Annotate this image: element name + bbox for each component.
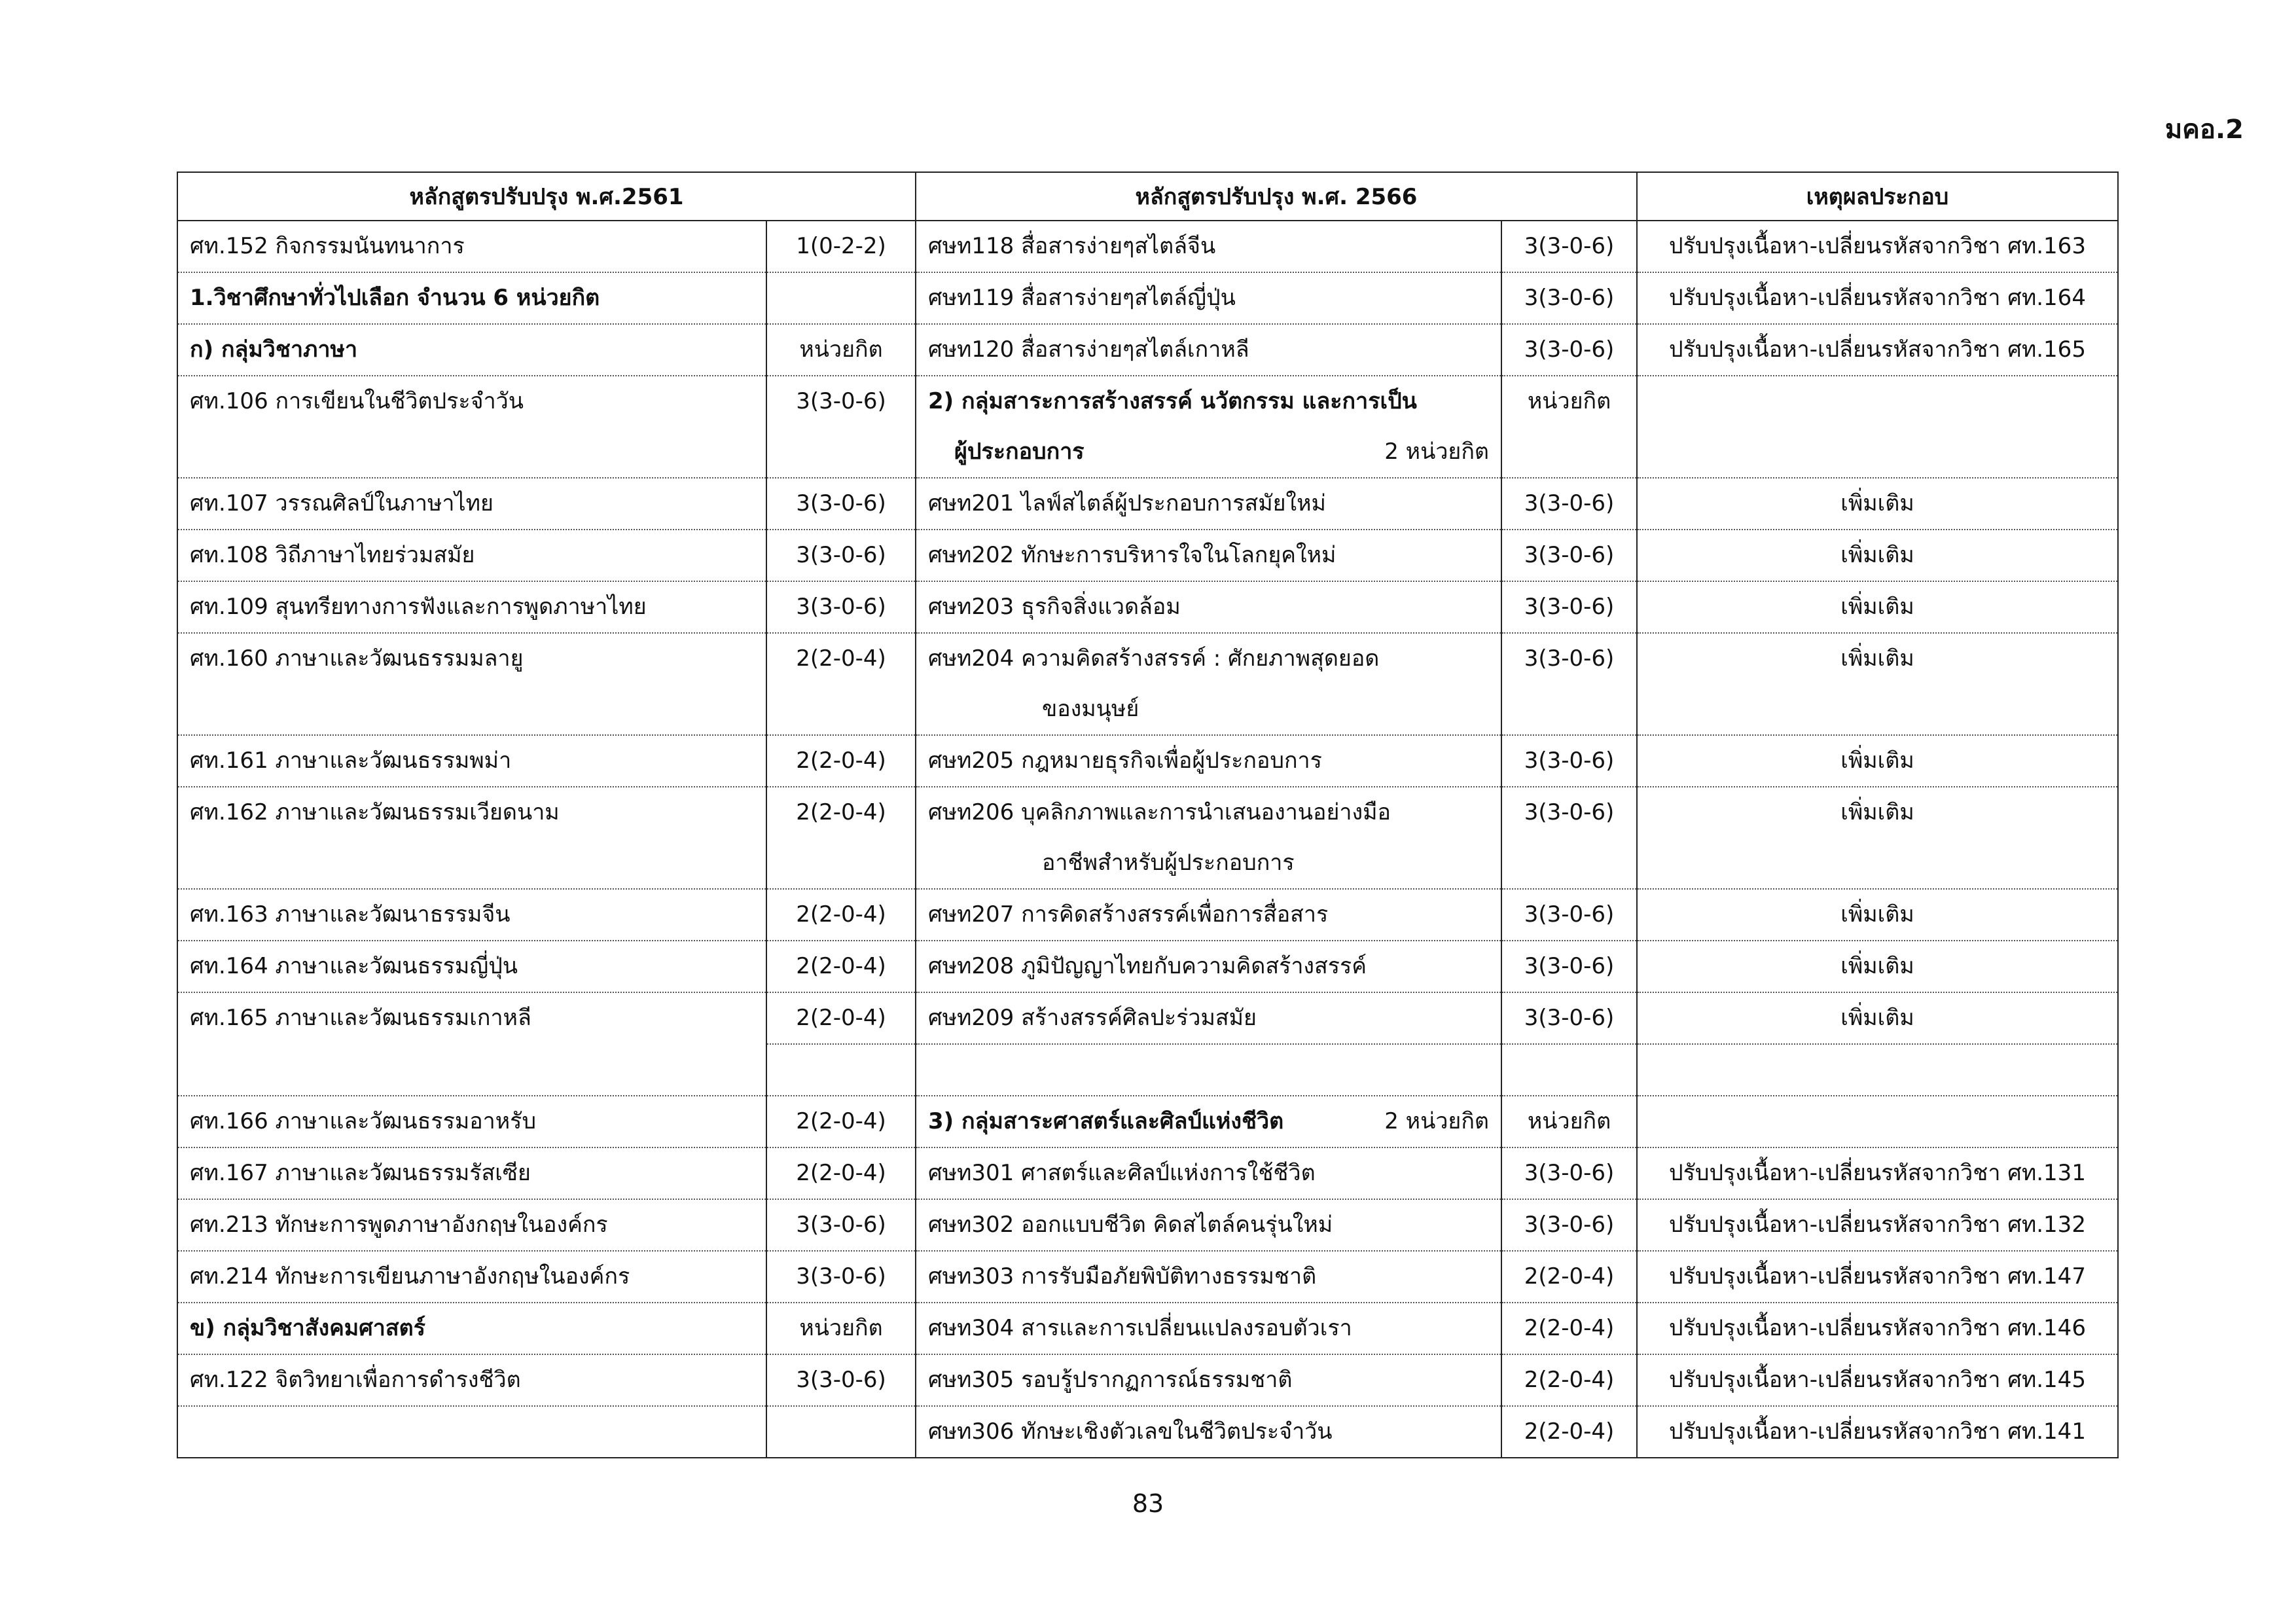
new-group-heading-line2 — [928, 427, 1489, 477]
old-course: ศท.213 ทักษะการพูดภาษาอังกฤษในองค์กร — [177, 1199, 766, 1251]
reason: เพิ่มเติม — [1637, 787, 2118, 889]
new-credits: 3(3-0-6) — [1501, 272, 1637, 324]
new-credits: หน่วยกิต — [1501, 376, 1637, 478]
new-credits: 3(3-0-6) — [1501, 992, 1637, 1044]
new-group-heading-line1: 2) กลุ่มสาระการสร้างสรรค์ นวัตกรรม และการเป็น — [928, 388, 1417, 414]
new-group-heading-label: ผู้ประกอบการ — [954, 439, 1085, 465]
old-credits: หน่วยกิต — [766, 324, 916, 376]
old-course: ศท.107 วรรณศิลป์ในภาษาไทย — [177, 478, 766, 530]
new-credits: 3(3-0-6) — [1501, 581, 1637, 633]
reason: เพิ่มเติม — [1637, 633, 2118, 735]
table-row — [177, 478, 2118, 530]
old-credits — [766, 1406, 916, 1458]
old-credits: 3(3-0-6) — [766, 478, 916, 530]
old-group-heading: ข) กลุ่มวิชาสังคมศาสตร์ — [177, 1303, 766, 1354]
new-credits: 3(3-0-6) — [1501, 324, 1637, 376]
old-group-heading: ก) กลุ่มวิชาภาษา — [177, 324, 766, 376]
new-credits: 3(3-0-6) — [1501, 889, 1637, 941]
old-credits: 2(2-0-4) — [766, 735, 916, 787]
header-reason: เหตุผลประกอบ — [1637, 172, 2118, 221]
table-row — [177, 581, 2118, 633]
old-credits: 3(3-0-6) — [766, 376, 916, 478]
old-course: ศท.165 ภาษาและวัฒนธรรมเกาหลี — [177, 992, 766, 1096]
new-course-line1: ศษท206 บุคลิกภาพและการนำเสนองานอย่างมือ — [928, 799, 1391, 825]
old-course: ศท.108 วิถีภาษาไทยร่วมสมัย — [177, 530, 766, 581]
new-course: ศษท304 สารและการเปลี่ยนแปลงรอบตัวเรา — [916, 1303, 1501, 1354]
new-credits: 2(2-0-4) — [1501, 1406, 1637, 1458]
new-course — [916, 787, 1501, 889]
reason: ปรับปรุงเนื้อหา-เปลี่ยนรหัสจากวิชา ศท.141 — [1637, 1406, 2118, 1458]
new-credits: 3(3-0-6) — [1501, 787, 1637, 889]
table-row — [177, 1096, 2118, 1147]
reason: ปรับปรุงเนื้อหา-เปลี่ยนรหัสจากวิชา ศท.146 — [1637, 1303, 2118, 1354]
old-course: ศท.106 การเขียนในชีวิตประจำวัน — [177, 376, 766, 478]
header-old-curriculum: หลักสูตรปรับปรุง พ.ศ.2561 — [177, 172, 916, 221]
new-credits: 3(3-0-6) — [1501, 221, 1637, 272]
old-course: ศท.109 สุนทรียทางการฟังและการพูดภาษาไทย — [177, 581, 766, 633]
reason: เพิ่มเติม — [1637, 941, 2118, 992]
old-course: ศท.152 กิจกรรมนันทนาการ — [177, 221, 766, 272]
old-credits — [766, 272, 916, 324]
table-row — [177, 1406, 2118, 1458]
reason: เพิ่มเติม — [1637, 530, 2118, 581]
old-course: ศท.122 จิตวิทยาเพื่อการดำรงชีวิต — [177, 1354, 766, 1406]
reason: ปรับปรุงเนื้อหา-เปลี่ยนรหัสจากวิชา ศท.132 — [1637, 1199, 2118, 1251]
table-row — [177, 1199, 2118, 1251]
table-row — [177, 272, 2118, 324]
new-credits: 3(3-0-6) — [1501, 1147, 1637, 1199]
old-credits: 3(3-0-6) — [766, 530, 916, 581]
new-course: ศษท201 ไลฟ์สไตล์ผู้ประกอบการสมัยใหม่ — [916, 478, 1501, 530]
table-row — [177, 530, 2118, 581]
old-course: ศท.214 ทักษะการเขียนภาษาอังกฤษในองค์กร — [177, 1251, 766, 1303]
header-new-curriculum: หลักสูตรปรับปรุง พ.ศ. 2566 — [916, 172, 1637, 221]
old-course: ศท.167 ภาษาและวัฒนธรรมรัสเซีย — [177, 1147, 766, 1199]
reason: ปรับปรุงเนื้อหา-เปลี่ยนรหัสจากวิชา ศท.131 — [1637, 1147, 2118, 1199]
reason: ปรับปรุงเนื้อหา-เปลี่ยนรหัสจากวิชา ศท.163 — [1637, 221, 2118, 272]
old-course: ศท.166 ภาษาและวัฒนธรรมอาหรับ — [177, 1096, 766, 1147]
table-row — [177, 889, 2118, 941]
old-credits: 2(2-0-4) — [766, 992, 916, 1044]
new-course: ศษท207 การคิดสร้างสรรค์เพื่อการสื่อสาร — [916, 889, 1501, 941]
new-credits: 2(2-0-4) — [1501, 1251, 1637, 1303]
blank-cell — [1637, 1044, 2118, 1096]
reason: ปรับปรุงเนื้อหา-เปลี่ยนรหัสจากวิชา ศท.147 — [1637, 1251, 2118, 1303]
old-credits: 3(3-0-6) — [766, 1251, 916, 1303]
new-credits: 3(3-0-6) — [1501, 1199, 1637, 1251]
table-row — [177, 324, 2118, 376]
reason — [1637, 1096, 2118, 1147]
table-row — [177, 941, 2118, 992]
new-group-heading — [916, 1096, 1501, 1147]
new-credits: 2(2-0-4) — [1501, 1303, 1637, 1354]
old-credits: หน่วยกิต — [766, 1303, 916, 1354]
reason: ปรับปรุงเนื้อหา-เปลี่ยนรหัสจากวิชา ศท.165 — [1637, 324, 2118, 376]
new-course-line2: อาชีพสำหรับผู้ประกอบการ — [1042, 850, 1295, 876]
new-credits: 3(3-0-6) — [1501, 633, 1637, 735]
new-course: ศษท209 สร้างสรรค์ศิลปะร่วมสมัย — [916, 992, 1501, 1044]
new-group-heading-label: 3) กลุ่มสาระศาสตร์และศิลป์แห่งชีวิต — [928, 1108, 1284, 1134]
old-course: ศท.162 ภาษาและวัฒนธรรมเวียดนาม — [177, 787, 766, 889]
reason: ปรับปรุงเนื้อหา-เปลี่ยนรหัสจากวิชา ศท.164 — [1637, 272, 2118, 324]
new-group-heading-line — [928, 1096, 1489, 1147]
new-course: ศษท203 ธุรกิจสิ่งแวดล้อม — [916, 581, 1501, 633]
new-group-heading-credits: 2 หน่วยกิต — [1384, 439, 1489, 465]
new-course: ศษท120 สื่อสารง่ายๆสไตล์เกาหลี — [916, 324, 1501, 376]
document-code: มคอ.2 — [2164, 115, 2244, 145]
new-course: ศษท302 ออกแบบชีวิต คิดสไตล์คนรุ่นใหม่ — [916, 1199, 1501, 1251]
reason: เพิ่มเติม — [1637, 735, 2118, 787]
new-course: ศษท305 รอบรู้ปรากฏการณ์ธรรมชาติ — [916, 1354, 1501, 1406]
new-course: ศษท208 ภูมิปัญญาไทยกับความคิดสร้างสรรค์ — [916, 941, 1501, 992]
table-row — [177, 221, 2118, 272]
reason: เพิ่มเติม — [1637, 581, 2118, 633]
table-row — [177, 992, 2118, 1044]
new-course: ศษท306 ทักษะเชิงตัวเลขในชีวิตประจำวัน — [916, 1406, 1501, 1458]
table-header-row — [177, 172, 2118, 221]
new-course: ศษท119 สื่อสารง่ายๆสไตล์ญี่ปุ่น — [916, 272, 1501, 324]
reason — [1637, 376, 2118, 478]
new-course: ศษท301 ศาสตร์และศิลป์แห่งการใช้ชีวิต — [916, 1147, 1501, 1199]
old-credits: 2(2-0-4) — [766, 1147, 916, 1199]
new-credits: 3(3-0-6) — [1501, 478, 1637, 530]
old-course: ศท.160 ภาษาและวัฒนธรรมมลายู — [177, 633, 766, 735]
reason: ปรับปรุงเนื้อหา-เปลี่ยนรหัสจากวิชา ศท.145 — [1637, 1354, 2118, 1406]
old-credits: 2(2-0-4) — [766, 1096, 916, 1147]
old-credits: 3(3-0-6) — [766, 1354, 916, 1406]
old-credits: 2(2-0-4) — [766, 889, 916, 941]
new-course: ศษท303 การรับมือภัยพิบัติทางธรรมชาติ — [916, 1251, 1501, 1303]
reason: เพิ่มเติม — [1637, 478, 2118, 530]
new-course — [916, 633, 1501, 735]
table-row — [177, 1251, 2118, 1303]
table-row — [177, 787, 2118, 889]
old-credits: 3(3-0-6) — [766, 1199, 916, 1251]
new-credits: 3(3-0-6) — [1501, 530, 1637, 581]
old-credits: 2(2-0-4) — [766, 941, 916, 992]
new-course-line2: ของมนุษย์ — [1042, 696, 1139, 722]
new-credits: 3(3-0-6) — [1501, 735, 1637, 787]
table-row — [177, 1147, 2118, 1199]
old-course: ศท.161 ภาษาและวัฒนธรรมพม่า — [177, 735, 766, 787]
old-section-heading: 1.วิชาศึกษาทั่วไปเลือก จำนวน 6 หน่วยกิต — [177, 272, 766, 324]
new-course: ศษท205 กฎหมายธุรกิจเพื่อผู้ประกอบการ — [916, 735, 1501, 787]
table-row — [177, 1354, 2118, 1406]
curriculum-comparison-table — [177, 171, 2119, 1458]
blank-cell — [1501, 1044, 1637, 1096]
new-course-line1: ศษท204 ความคิดสร้างสรรค์ : ศักยภาพสุดยอด — [928, 645, 1380, 672]
new-course: ศษท202 ทักษะการบริหารใจในโลกยุคใหม่ — [916, 530, 1501, 581]
reason: เพิ่มเติม — [1637, 889, 2118, 941]
old-credits: 2(2-0-4) — [766, 633, 916, 735]
new-credits: 3(3-0-6) — [1501, 941, 1637, 992]
new-group-heading-credits: 2 หน่วยกิต — [1384, 1108, 1489, 1134]
new-credits: 2(2-0-4) — [1501, 1354, 1637, 1406]
old-course: ศท.164 ภาษาและวัฒนธรรมญี่ปุ่น — [177, 941, 766, 992]
table-row — [177, 1303, 2118, 1354]
new-group-heading — [916, 376, 1501, 478]
old-course — [177, 1406, 766, 1458]
new-course: ศษท118 สื่อสารง่ายๆสไตล์จีน — [916, 221, 1501, 272]
old-credits: 2(2-0-4) — [766, 787, 916, 889]
blank-cell — [916, 1044, 1501, 1096]
table-row — [177, 376, 2118, 478]
old-course: ศท.163 ภาษาและวัฒนาธรรมจีน — [177, 889, 766, 941]
table-row — [177, 633, 2118, 735]
old-credits: 3(3-0-6) — [766, 581, 916, 633]
old-credits: 1(0-2-2) — [766, 221, 916, 272]
reason: เพิ่มเติม — [1637, 992, 2118, 1044]
blank-cell — [766, 1044, 916, 1096]
new-credits: หน่วยกิต — [1501, 1096, 1637, 1147]
page-number: 83 — [1132, 1489, 1164, 1518]
table-row — [177, 735, 2118, 787]
